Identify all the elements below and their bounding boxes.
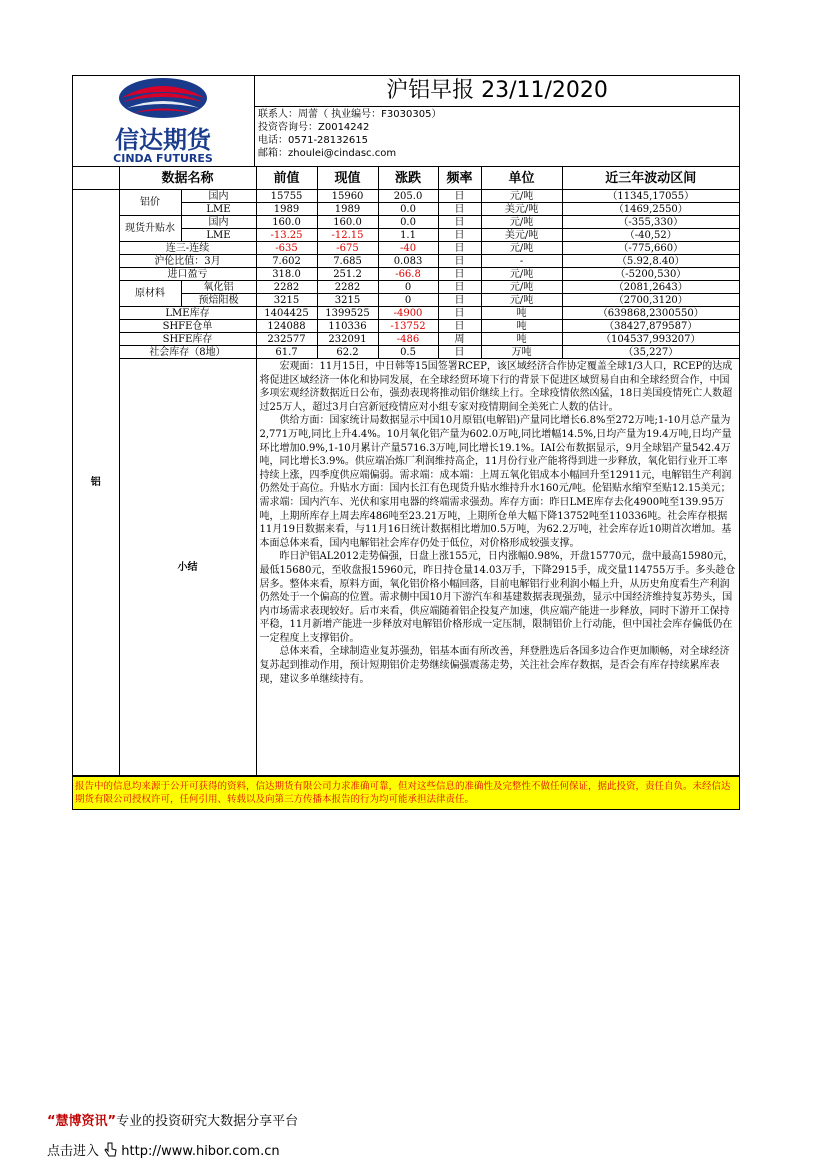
summary-paragraph-macro: 宏观面：11月15日，中日韩等15国签署RCEP，该区域经济合作协定覆盖全球1/3人口，RCEP的达成将促进区域经济一体化和协同发展，在全球经贸环境下行的背景下促进区域贸易自由和全球经贸合作，中国多项宏观经济数据近日公布，强劲表现将推动铝价继续上行。全球疫情依然凶猛，18日美国疫情死亡人数超过25万人，超过3月白宫新冠疫情应对小组专家对疫情期间全美死亡人数的估计。 [259,361,733,413]
range-value: （-355,330） [562,216,739,229]
cur-value: -12.15 [317,229,378,242]
unit-value: 元/吨 [481,281,562,294]
cur-value: 1989 [317,203,378,216]
change-value: 0.0 [378,216,438,229]
footer-tagline [47,1110,298,1129]
freq-value: 日 [438,229,481,242]
report-header [73,76,739,167]
freq-value: 日 [438,203,481,216]
freq-value: 日 [438,242,481,255]
summary-paragraph-outlook: 总体来看，全球制造业复苏强劲，铝基本面有所改善，拜登胜选后各国多边合作更加顺畅，对全球经济复苏起到推动作用，预计短期铝价走势继续偏强震荡走势，关注社会库存数据，是否会有库存持续累库表现，建议多单继续持有。 [259,646,730,685]
change-value: 205.0 [378,190,438,203]
table-row [73,268,739,281]
summary-text [256,359,739,776]
range-value: （-775,660） [562,242,739,255]
change-value: 1.1 [378,229,438,242]
row-name: SHFE仓单 [119,320,256,333]
footer-enter-text: 点击进入 [47,1144,100,1159]
cur-value: 62.2 [317,346,378,359]
row-sub-name: 预焙阳极 [181,294,256,307]
summary-paragraph-market: 昨日沪铝AL2012走势偏强，日盘上涨155元，日内涨幅0.98%，开盘15770元，盘中最高15980元，最低15680元，至收盘报15960元，昨日持仓量14.03万手，下降2915手，成交量114755万手。多头趁仓居多。整体来看，原料方面，氧化铝价格小幅回落，目前电解铝行业利润小幅上升，从历史角度看生产利润仍然处于一个偏高的位置。需求侧中国10月下游汽车和基建数据表现强劲，显示中国经济维持复苏势头，国内市场需求表现较好。后市来看，供应端随着铝企投复产加速，供应端产能进一步释放，同时下游开工保持平稳，11月新增产能进一步释放对电解铝价格形成一定压制，限制铝价上行动能，但中国社会库存偏低仍在一定程度上支撑铝价。 [259,551,736,644]
blank-header-cell [73,167,119,190]
unit-value: 元/吨 [481,242,562,255]
table-row [73,307,739,320]
prev-value: 232577 [256,333,317,346]
cur-value: 251.2 [317,268,378,281]
consult-number: 投资咨询号：Z0014242 [258,122,370,133]
summary-label: 小结 [119,359,256,776]
disclaimer: 报告中的信息均来源于公开可获得的资料，信达期货有限公司力求准确可靠，但对这些信息的准确性及完整性不做任何保证，据此投资，责任自负。未经信达期货有限公司授权许可，任何引用、转载以及向第三方传播本报告的行为均可能承担法律责任。 [73,776,739,809]
col-prev: 前值 [256,167,317,190]
footer-link[interactable] [47,1140,280,1159]
table-row [73,320,739,333]
col-cur: 现值 [317,167,378,190]
data-table [73,167,739,776]
freq-value: 日 [438,294,481,307]
prev-value: 318.0 [256,268,317,281]
cur-value: 232091 [317,333,378,346]
row-name: SHFE库存 [119,333,256,346]
table-row [73,346,739,359]
row-name: 社会库存（8地） [119,346,256,359]
freq-value: 日 [438,268,481,281]
row-sub-name: LME [181,203,256,216]
row-group-name: 铝价 [119,190,181,216]
unit-value: 元/吨 [481,294,562,307]
prev-value: 15755 [256,190,317,203]
table-row [73,216,739,229]
row-group-name: 原材料 [119,281,181,307]
freq-value: 日 [438,190,481,203]
change-value: -13752 [378,320,438,333]
change-value: -66.8 [378,268,438,281]
prev-value: 1404425 [256,307,317,320]
freq-value: 日 [438,307,481,320]
col-unit: 单位 [481,167,562,190]
cinda-logo-icon [73,76,254,166]
cur-value: -675 [317,242,378,255]
footer-url[interactable]: http://www.hibor.com.cn [121,1144,280,1159]
col-name: 数据名称 [119,167,256,190]
unit-value: 元/吨 [481,190,562,203]
freq-value: 日 [438,255,481,268]
logo-en-text: CINDA FUTURES [113,152,213,165]
company-logo [73,76,255,166]
cur-value: 7.685 [317,255,378,268]
change-value: -40 [378,242,438,255]
cur-value: 1399525 [317,307,378,320]
pointer-hand-icon [103,1142,117,1158]
unit-value: 吨 [481,320,562,333]
summary-row [73,359,739,776]
cur-value: 160.0 [317,216,378,229]
change-value: 0.0 [378,203,438,216]
email: 邮箱：zhoulei@cindasc.com [258,148,397,159]
range-value: （-40,52） [562,229,739,242]
group-label: 铝 [73,190,119,776]
change-value: -486 [378,333,438,346]
prev-value: 124088 [256,320,317,333]
change-value: 0 [378,281,438,294]
table-row [73,333,739,346]
col-freq: 频率 [438,167,481,190]
unit-value: 万吨 [481,346,562,359]
range-value: （38427,879587） [562,320,739,333]
freq-value: 日 [438,346,481,359]
change-value: 0.5 [378,346,438,359]
contact-info [255,107,739,161]
phone: 电话：0571-28132615 [258,135,368,146]
range-value: （35,227） [562,346,739,359]
row-sub-name: 国内 [181,190,256,203]
col-change: 涨跌 [378,167,438,190]
range-value: （2081,2643） [562,281,739,294]
unit-value: 元/吨 [481,268,562,281]
report-sheet [72,75,740,810]
contact-person: 联系人：周蕾（ 执业编号：F3030305） [258,109,442,120]
row-sub-name: 国内 [181,216,256,229]
cur-value: 2282 [317,281,378,294]
summary-paragraph-supply: 供给方面：国家统计局数据显示中国10月原铝(电解铝)产量同比增长6.8%至272万吨;1-10月总产量为2,771万吨,同比上升4.4%。10月氧化铝产量为602.0万吨,同比增幅14.5%,日均产量为19.4万吨,日均产量环比增加0.9%,1-10月累计产量5716.3万吨,同比增长19.1%。IAI公布数据显示，9月全球铝产量542.4万吨，同比增长3.9%。供应端冶炼厂利润维持高企，11月份行业产能将得到进一步释放，氧化铝行业开工率持续上涨，四季度供应端偏弱。需求端：成本端：上周五氧化铝成本小幅回升至12911元，电解铝生产利润仍然处于高位。升贴水方面：国内长江有色现货升贴水维持升水160元/吨。伦铝贴水缩窄至贴12.15美元；需求端：国内汽车、光伏和家用电器的终端需求强劲。库存方面：昨日LME库存去化4900吨至139.95万吨，上期所库存上周去库486吨至23.21万吨，上期所仓单大幅下降13752吨至110336吨。社会库存根据11月19日数据来看，与11月16日统计数据相比增加0.5万吨，为62.2万吨，社会库存近10期首次增加。基本面总体来看，国内电解铝社会库存仍处于低位，对价格形成较强支撑。 [259,415,732,549]
unit-value: - [481,255,562,268]
cur-value: 15960 [317,190,378,203]
prev-value: 3215 [256,294,317,307]
unit-value: 吨 [481,307,562,320]
cur-value: 110336 [317,320,378,333]
footer-brand: “慧博资讯” [47,1114,117,1129]
row-name: 沪伦比值：3月 [119,255,256,268]
unit-value: 美元/吨 [481,229,562,242]
unit-value: 元/吨 [481,216,562,229]
prev-value: -635 [256,242,317,255]
change-value: 0.083 [378,255,438,268]
unit-value: 美元/吨 [481,203,562,216]
range-value: （2700,3120） [562,294,739,307]
range-value: （-5200,530） [562,268,739,281]
table-row [73,281,739,294]
table-row [73,190,739,203]
col-range: 近三年波动区间 [562,167,739,190]
prev-value: 1989 [256,203,317,216]
cur-value: 3215 [317,294,378,307]
change-value: -4900 [378,307,438,320]
freq-value: 日 [438,320,481,333]
range-value: （639868,2300550） [562,307,739,320]
freq-value: 日 [438,281,481,294]
row-sub-name: LME [181,229,256,242]
row-sub-name: 氧化铝 [181,281,256,294]
table-row [73,242,739,255]
change-value: 0 [378,294,438,307]
prev-value: 160.0 [256,216,317,229]
page-title: 沪铝早报 23/11/2020 [255,76,739,107]
range-value: （104537,993207） [562,333,739,346]
range-value: （5.92,8.40） [562,255,739,268]
logo-cn-text: 信达期货 [115,126,211,154]
prev-value: -13.25 [256,229,317,242]
prev-value: 2282 [256,281,317,294]
prev-value: 61.7 [256,346,317,359]
row-group-name: 现货升贴水 [119,216,181,242]
footer-tagline-text: 专业的投资研究大数据分享平台 [116,1114,299,1129]
freq-value: 日 [438,216,481,229]
row-name: 连三-连续 [119,242,256,255]
column-header-row [73,167,739,190]
unit-value: 吨 [481,333,562,346]
prev-value: 7.602 [256,255,317,268]
range-value: （1469,2550） [562,203,739,216]
row-name: 进口盈亏 [119,268,256,281]
range-value: （11345,17055） [562,190,739,203]
table-row [73,255,739,268]
freq-value: 周 [438,333,481,346]
row-name: LME库存 [119,307,256,320]
